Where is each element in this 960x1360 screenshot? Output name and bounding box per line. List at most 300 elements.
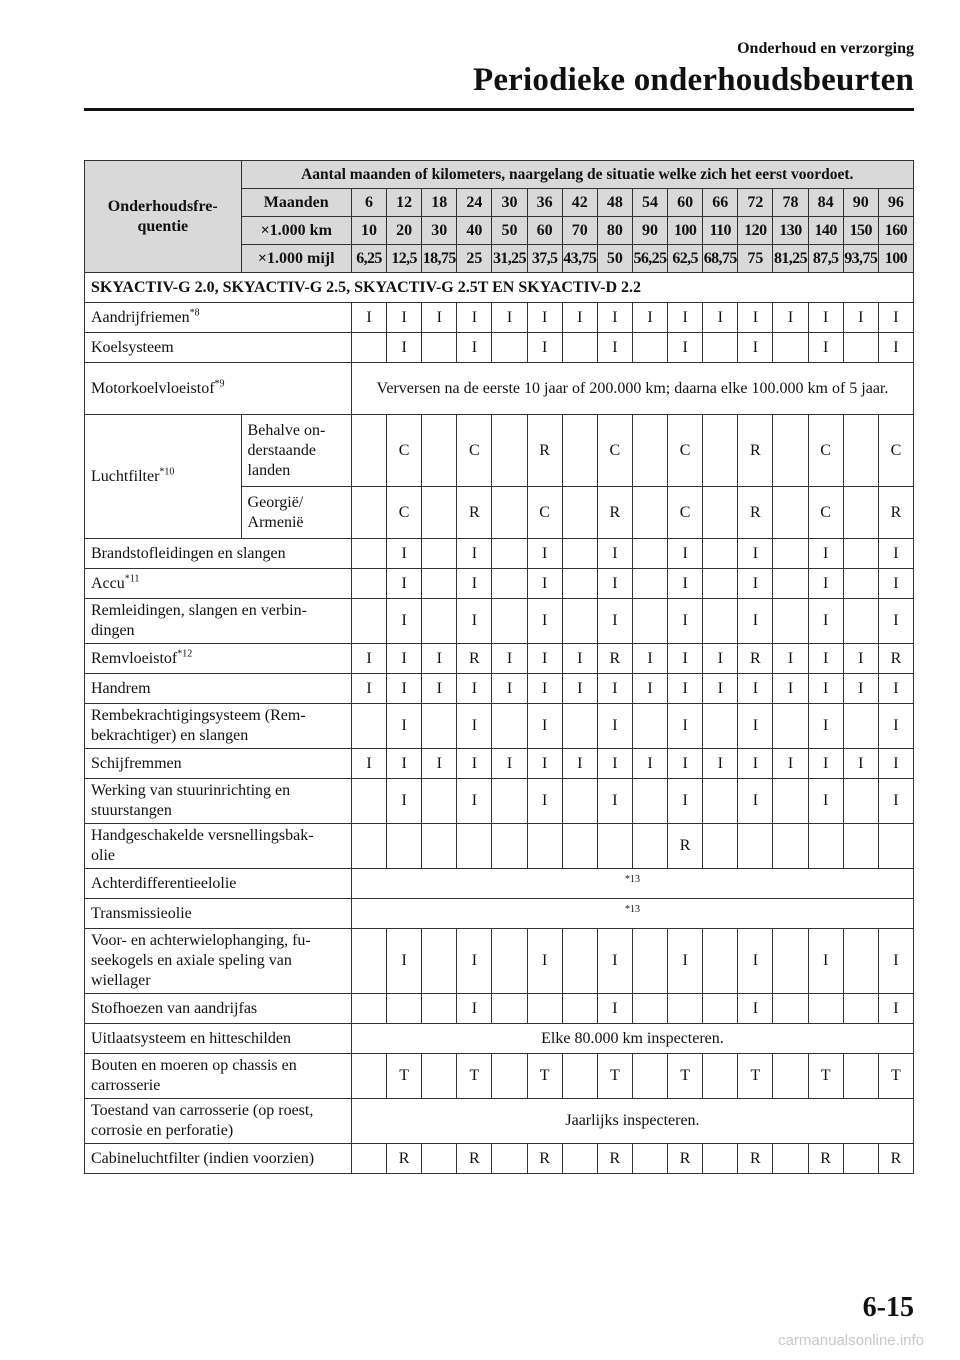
- km-value: 20: [387, 217, 422, 245]
- footnote-ref: *13: [624, 873, 640, 885]
- schedule-cell: I: [492, 749, 527, 779]
- row-label-text: Bouten en moeren op chassis en carrosserie: [91, 1057, 297, 1094]
- schedule-cell: I: [738, 994, 773, 1024]
- row-label-text: Luchtfilter: [91, 467, 160, 485]
- schedule-cell: I: [597, 704, 632, 749]
- row-label: [85, 899, 352, 929]
- schedule-cell: [843, 487, 878, 539]
- schedule-cell: I: [527, 929, 562, 994]
- schedule-cell: [422, 1144, 457, 1174]
- schedule-cell: [562, 333, 597, 363]
- row-instruction: Verversen na de eerste 10 jaar of 200.000 km; daarna elke 100.000 km of 5 jaar.: [351, 363, 913, 415]
- schedule-cell: I: [668, 644, 703, 674]
- row-label: [85, 1099, 352, 1144]
- schedule-cell: I: [527, 749, 562, 779]
- schedule-cell: R: [738, 644, 773, 674]
- schedule-cell: T: [808, 1054, 843, 1099]
- km-label: ×1.000 km: [241, 217, 351, 245]
- schedule-cell: [773, 824, 808, 869]
- schedule-row: [85, 1099, 914, 1144]
- schedule-cell: R: [738, 1144, 773, 1174]
- schedule-cell: I: [843, 644, 878, 674]
- schedule-cell: I: [387, 929, 422, 994]
- schedule-cell: I: [492, 644, 527, 674]
- schedule-cell: [773, 569, 808, 599]
- schedule-cell: I: [668, 539, 703, 569]
- miles-value: 93,75: [843, 245, 878, 273]
- schedule-cell: I: [387, 539, 422, 569]
- schedule-cell: [773, 599, 808, 644]
- schedule-cell: [562, 824, 597, 869]
- schedule-cell: R: [738, 487, 773, 539]
- miles-value: 31,25: [492, 245, 527, 273]
- schedule-row: [85, 869, 914, 899]
- schedule-cell: I: [703, 644, 738, 674]
- schedule-cell: I: [527, 674, 562, 704]
- row-label: [85, 599, 352, 644]
- schedule-cell: I: [878, 704, 913, 749]
- schedule-cell: I: [387, 333, 422, 363]
- schedule-row: [85, 1144, 914, 1174]
- schedule-cell: [843, 929, 878, 994]
- schedule-row: [85, 539, 914, 569]
- schedule-cell: I: [808, 303, 843, 333]
- row-label: [85, 1144, 352, 1174]
- schedule-cell: I: [597, 674, 632, 704]
- schedule-cell: I: [562, 674, 597, 704]
- frequency-header: Onderhoudsfre- quentie: [85, 161, 242, 273]
- km-value: 50: [492, 217, 527, 245]
- row-label: [85, 569, 352, 599]
- schedule-cell: I: [668, 569, 703, 599]
- footnote-ref: *8: [189, 307, 200, 319]
- schedule-cell: [387, 994, 422, 1024]
- schedule-cell: [422, 487, 457, 539]
- schedule-cell: I: [387, 599, 422, 644]
- schedule-cell: R: [457, 487, 492, 539]
- schedule-cell: I: [703, 303, 738, 333]
- schedule-cell: [632, 415, 667, 487]
- row-label-text: Handgeschakelde versnellingsbak- olie: [91, 827, 314, 864]
- schedule-cell: [632, 569, 667, 599]
- schedule-cell: [422, 599, 457, 644]
- schedule-cell: I: [527, 704, 562, 749]
- schedule-cell: [387, 824, 422, 869]
- schedule-row: [85, 415, 914, 487]
- row-label: [85, 869, 352, 899]
- schedule-cell: C: [668, 487, 703, 539]
- row-label-text: Voor- en achterwielophanging, fu- seekogels en axiale speling van wiellager: [91, 932, 311, 989]
- schedule-cell: [703, 929, 738, 994]
- schedule-cell: I: [387, 674, 422, 704]
- engine-section-title: SKYACTIV-G 2.0, SKYACTIV-G 2.5, SKYACTIV-G 2.5T EN SKYACTIV-D 2.2: [85, 273, 914, 303]
- schedule-cell: I: [738, 599, 773, 644]
- footnote-ref: *12: [177, 648, 193, 660]
- row-label-text: Remvloeistof: [91, 649, 178, 667]
- row-label-text: Brandstofleidingen en slangen: [91, 544, 286, 562]
- schedule-cell: I: [527, 303, 562, 333]
- schedule-cell: [562, 1054, 597, 1099]
- schedule-cell: I: [808, 749, 843, 779]
- schedule-cell: I: [527, 539, 562, 569]
- schedule-cell: I: [351, 644, 386, 674]
- schedule-cell: T: [878, 1054, 913, 1099]
- schedule-cell: [632, 929, 667, 994]
- schedule-cell: [773, 333, 808, 363]
- maintenance-schedule-table: [84, 160, 914, 1174]
- schedule-cell: R: [738, 415, 773, 487]
- schedule-cell: C: [387, 415, 422, 487]
- schedule-cell: [773, 1054, 808, 1099]
- schedule-cell: I: [773, 644, 808, 674]
- schedule-cell: R: [387, 1144, 422, 1174]
- schedule-cell: I: [738, 674, 773, 704]
- schedule-cell: I: [668, 704, 703, 749]
- schedule-cell: R: [527, 415, 562, 487]
- schedule-cell: [632, 994, 667, 1024]
- schedule-cell: [562, 487, 597, 539]
- miles-value: 68,75: [703, 245, 738, 273]
- schedule-cell: [492, 929, 527, 994]
- schedule-cell: I: [457, 303, 492, 333]
- schedule-cell: [773, 994, 808, 1024]
- miles-value: 75: [738, 245, 773, 273]
- schedule-cell: I: [808, 779, 843, 824]
- schedule-cell: [703, 333, 738, 363]
- schedule-cell: C: [457, 415, 492, 487]
- row-label-text: Koelsysteem: [91, 338, 174, 356]
- schedule-cell: I: [668, 674, 703, 704]
- schedule-cell: [492, 599, 527, 644]
- row-label-text: Accu: [91, 574, 125, 592]
- footnote-ref: *13: [624, 903, 640, 915]
- km-value: 10: [351, 217, 386, 245]
- row-footnote-cell: [351, 899, 913, 929]
- schedule-cell: [773, 539, 808, 569]
- schedule-cell: I: [738, 303, 773, 333]
- footnote-ref: *11: [124, 573, 140, 585]
- schedule-cell: I: [351, 749, 386, 779]
- row-label: [85, 363, 352, 415]
- schedule-cell: R: [808, 1144, 843, 1174]
- schedule-cell: [843, 704, 878, 749]
- months-value: 6: [351, 189, 386, 217]
- schedule-cell: I: [668, 929, 703, 994]
- schedule-cell: [597, 824, 632, 869]
- schedule-cell: I: [562, 303, 597, 333]
- schedule-cell: I: [457, 704, 492, 749]
- schedule-cell: I: [878, 994, 913, 1024]
- schedule-cell: [422, 929, 457, 994]
- miles-value: 50: [597, 245, 632, 273]
- km-value: 140: [808, 217, 843, 245]
- schedule-cell: I: [773, 674, 808, 704]
- schedule-cell: C: [878, 415, 913, 487]
- schedule-cell: I: [387, 303, 422, 333]
- row-label: [85, 749, 352, 779]
- km-value: 70: [562, 217, 597, 245]
- schedule-cell: R: [668, 824, 703, 869]
- row-footnote-cell: [351, 869, 913, 899]
- km-value: 90: [632, 217, 667, 245]
- row-instruction: Elke 80.000 km inspecteren.: [351, 1024, 913, 1054]
- months-value: 60: [668, 189, 703, 217]
- schedule-row: [85, 749, 914, 779]
- miles-value: 6,25: [351, 245, 386, 273]
- schedule-cell: [843, 599, 878, 644]
- section-row: [85, 273, 914, 303]
- schedule-cell: [632, 487, 667, 539]
- schedule-cell: R: [597, 1144, 632, 1174]
- schedule-cell: [351, 1144, 386, 1174]
- row-label-text: Werking van stuurinrichting en stuurstangen: [91, 782, 291, 819]
- row-label-text: Rembekrachtigingsysteem (Rem- bekrachtiger) en slangen: [91, 707, 306, 744]
- schedule-cell: I: [878, 569, 913, 599]
- schedule-cell: [773, 1144, 808, 1174]
- schedule-cell: I: [457, 749, 492, 779]
- schedule-cell: [703, 415, 738, 487]
- schedule-cell: [703, 1144, 738, 1174]
- km-value: 150: [843, 217, 878, 245]
- schedule-cell: I: [878, 674, 913, 704]
- schedule-cell: [703, 704, 738, 749]
- miles-value: 56,25: [632, 245, 667, 273]
- schedule-cell: I: [773, 303, 808, 333]
- schedule-cell: I: [597, 749, 632, 779]
- miles-value: 25: [457, 245, 492, 273]
- row-label: [85, 303, 352, 333]
- row-label: [85, 415, 242, 539]
- schedule-cell: T: [527, 1054, 562, 1099]
- schedule-cell: R: [878, 487, 913, 539]
- schedule-cell: [843, 569, 878, 599]
- schedule-cell: [632, 599, 667, 644]
- row-label: [85, 674, 352, 704]
- schedule-cell: R: [668, 1144, 703, 1174]
- schedule-cell: R: [597, 644, 632, 674]
- sub-row-label: Behalve on- derstaande landen: [241, 415, 351, 487]
- schedule-cell: [843, 1144, 878, 1174]
- row-label: [85, 539, 352, 569]
- row-label: [85, 333, 352, 363]
- schedule-cell: [422, 994, 457, 1024]
- schedule-row: [85, 899, 914, 929]
- schedule-cell: [562, 994, 597, 1024]
- schedule-cell: I: [387, 779, 422, 824]
- row-label-text: Uitlaatsysteem en hitteschilden: [91, 1029, 291, 1047]
- schedule-cell: I: [457, 994, 492, 1024]
- schedule-cell: I: [387, 644, 422, 674]
- schedule-cell: [808, 824, 843, 869]
- header-rule: [84, 108, 914, 111]
- schedule-cell: I: [387, 704, 422, 749]
- schedule-cell: I: [668, 303, 703, 333]
- row-label-text: Stofhoezen van aandrijfas: [91, 999, 258, 1017]
- page-title: Periodieke onderhoudsbeurten: [472, 62, 914, 98]
- months-value: 72: [738, 189, 773, 217]
- schedule-cell: I: [457, 674, 492, 704]
- schedule-cell: [703, 487, 738, 539]
- schedule-cell: I: [387, 749, 422, 779]
- schedule-cell: I: [457, 599, 492, 644]
- miles-value: 12,5: [387, 245, 422, 273]
- months-value: 18: [422, 189, 457, 217]
- schedule-cell: [351, 824, 386, 869]
- schedule-cell: [632, 779, 667, 824]
- schedule-cell: C: [808, 415, 843, 487]
- months-value: 90: [843, 189, 878, 217]
- section-header: Onderhoud en verzorging: [737, 40, 914, 57]
- miles-value: 100: [878, 245, 913, 273]
- schedule-cell: [351, 994, 386, 1024]
- schedule-cell: I: [632, 749, 667, 779]
- km-value: 60: [527, 217, 562, 245]
- km-value: 110: [703, 217, 738, 245]
- footnote-ref: *9: [214, 378, 225, 390]
- km-value: 120: [738, 217, 773, 245]
- schedule-cell: T: [738, 1054, 773, 1099]
- schedule-row: [85, 569, 914, 599]
- schedule-cell: [492, 333, 527, 363]
- schedule-cell: [562, 539, 597, 569]
- months-value: 30: [492, 189, 527, 217]
- km-value: 160: [878, 217, 913, 245]
- schedule-row: [85, 994, 914, 1024]
- row-label-text: Achterdifferentieelolie: [91, 874, 237, 892]
- km-value: 30: [422, 217, 457, 245]
- schedule-cell: R: [457, 1144, 492, 1174]
- schedule-cell: I: [632, 303, 667, 333]
- schedule-row: [85, 824, 914, 869]
- schedule-cell: [351, 599, 386, 644]
- schedule-cell: I: [597, 303, 632, 333]
- schedule-cell: I: [597, 929, 632, 994]
- schedule-row: [85, 303, 914, 333]
- schedule-cell: [562, 929, 597, 994]
- schedule-cell: [843, 415, 878, 487]
- schedule-cell: R: [878, 1144, 913, 1174]
- schedule-cell: [492, 569, 527, 599]
- sub-row-label: Georgië/ Armenië: [241, 487, 351, 539]
- schedule-cell: C: [668, 415, 703, 487]
- schedule-cell: [562, 599, 597, 644]
- months-value: 66: [703, 189, 738, 217]
- schedule-cell: [351, 569, 386, 599]
- schedule-cell: I: [808, 599, 843, 644]
- row-label-text: Toestand van carrosserie (op roest, corrosie en perforatie): [91, 1102, 314, 1139]
- schedule-cell: R: [527, 1144, 562, 1174]
- row-label: [85, 824, 352, 869]
- row-label-text: Cabineluchtfilter (indien voorzien): [91, 1149, 315, 1167]
- schedule-cell: I: [843, 674, 878, 704]
- schedule-cell: I: [703, 749, 738, 779]
- schedule-cell: [351, 415, 386, 487]
- schedule-cell: I: [422, 303, 457, 333]
- schedule-cell: [422, 569, 457, 599]
- schedule-cell: [632, 704, 667, 749]
- schedule-cell: I: [562, 749, 597, 779]
- schedule-cell: C: [387, 487, 422, 539]
- schedule-cell: T: [668, 1054, 703, 1099]
- schedule-cell: I: [808, 539, 843, 569]
- schedule-cell: [562, 569, 597, 599]
- row-label: [85, 779, 352, 824]
- months-value: 96: [878, 189, 913, 217]
- schedule-cell: I: [738, 704, 773, 749]
- schedule-body: [85, 161, 914, 1174]
- schedule-cell: I: [878, 539, 913, 569]
- schedule-cell: I: [703, 674, 738, 704]
- schedule-cell: I: [527, 599, 562, 644]
- schedule-cell: [492, 704, 527, 749]
- schedule-cell: I: [878, 929, 913, 994]
- km-value: 100: [668, 217, 703, 245]
- schedule-cell: I: [527, 644, 562, 674]
- page-number: 6-15: [862, 1292, 914, 1323]
- schedule-cell: I: [808, 569, 843, 599]
- months-value: 36: [527, 189, 562, 217]
- schedule-cell: [562, 779, 597, 824]
- schedule-cell: [668, 994, 703, 1024]
- schedule-cell: [492, 415, 527, 487]
- row-label: [85, 994, 352, 1024]
- schedule-cell: I: [492, 674, 527, 704]
- miles-value: 18,75: [422, 245, 457, 273]
- schedule-cell: I: [808, 674, 843, 704]
- schedule-cell: I: [597, 599, 632, 644]
- months-value: 42: [562, 189, 597, 217]
- schedule-cell: I: [457, 569, 492, 599]
- schedule-cell: [562, 415, 597, 487]
- miles-value: 37,5: [527, 245, 562, 273]
- schedule-cell: [422, 779, 457, 824]
- row-label: [85, 1024, 352, 1054]
- schedule-cell: I: [422, 644, 457, 674]
- schedule-cell: [703, 994, 738, 1024]
- row-label-text: Remleidingen, slangen en verbin- dingen: [91, 602, 307, 639]
- schedule-cell: I: [843, 303, 878, 333]
- schedule-row: [85, 704, 914, 749]
- months-value: 24: [457, 189, 492, 217]
- footnote-ref: *10: [159, 466, 175, 478]
- header-row-interval: [85, 161, 914, 189]
- schedule-cell: I: [422, 749, 457, 779]
- months-label: Maanden: [241, 189, 351, 217]
- schedule-cell: I: [562, 644, 597, 674]
- schedule-cell: I: [808, 333, 843, 363]
- row-label: [85, 644, 352, 674]
- schedule-cell: I: [808, 929, 843, 994]
- schedule-cell: I: [457, 929, 492, 994]
- schedule-cell: [843, 1054, 878, 1099]
- schedule-cell: [878, 824, 913, 869]
- schedule-cell: [773, 487, 808, 539]
- schedule-cell: R: [878, 644, 913, 674]
- schedule-cell: [422, 704, 457, 749]
- schedule-cell: C: [527, 487, 562, 539]
- km-value: 40: [457, 217, 492, 245]
- schedule-cell: [422, 415, 457, 487]
- schedule-cell: [492, 487, 527, 539]
- schedule-cell: I: [632, 644, 667, 674]
- schedule-row: [85, 644, 914, 674]
- schedule-cell: [703, 779, 738, 824]
- schedule-cell: T: [597, 1054, 632, 1099]
- schedule-cell: [492, 824, 527, 869]
- miles-value: 62,5: [668, 245, 703, 273]
- schedule-cell: [351, 487, 386, 539]
- schedule-cell: I: [878, 599, 913, 644]
